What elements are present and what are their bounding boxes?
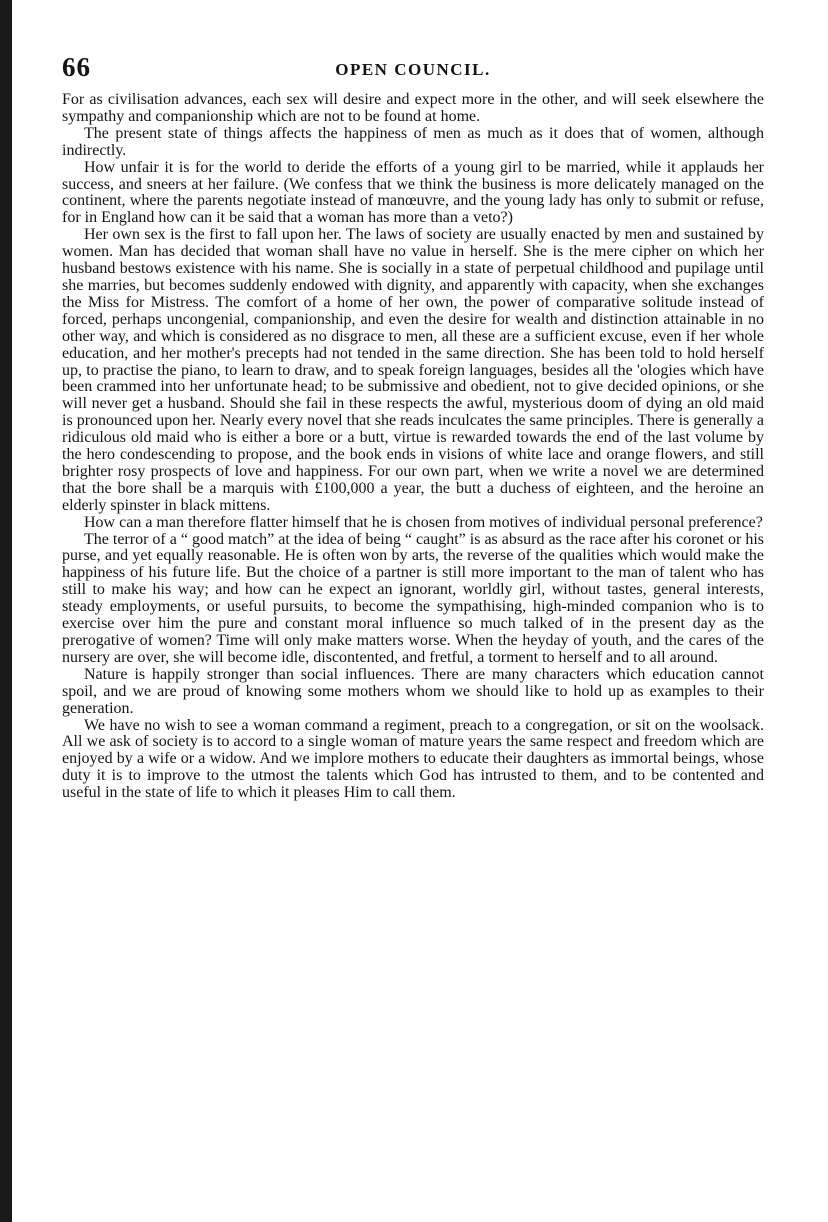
paragraph-terror-good-match: The terror of a “ good match” at the idea of being “ caught” is as absurd as the race after his coronet or his purse, and yet equally reasonable. He is often won by arts, the reverse of the qualities which would make the happiness of his future life. But the choice of a partner is still more important to the man of talent who has still to make his way; and how can he expect an ignorant, worldly girl, without tastes, general interests, steady employments, or useful pursuits, to become the sympathising, high-minded companion who is to exercise over him the pure and constant moral influence so much talked of in the present day as the prerogative of women? Time will only make matters worse. When the heyday of youth, and the cares of the nursery are over, she will become idle, discontented, and fretful, a torment to herself and to all around. xyxy=(62,530,764,666)
page xyxy=(62,52,764,802)
book-spine-edge xyxy=(0,0,12,1222)
paragraph-nature: Nature is happily stronger than social influences. There are many characters which education cannot spoil, and we are proud of knowing some mothers whom we should like to hold up as examples to their generation. xyxy=(62,665,764,717)
page-number: 66 xyxy=(62,52,91,82)
paragraph-how-unfair: How unfair it is for the world to deride the efforts of a young girl to be married, while it applauds her success, and sneers at her failure. (We confess that we think the business is more delicately managed on the continent, where the parents negotiate instead of manœuvre, and the young lady has only to submit or refuse, for in England how can it be said that a woman has more than a veto?) xyxy=(62,158,764,227)
article-body xyxy=(62,92,764,802)
running-title: OPEN COUNCIL. xyxy=(335,60,491,79)
paragraph-how-can-a-man: How can a man therefore flatter himself that he is chosen from motives of individual personal preference? xyxy=(84,513,763,531)
paragraph-civilisation: For as civilisation advances, each sex will desire and expect more in the other, and will seek elsewhere the sympathy and companionship which are not to be found at home. xyxy=(62,91,764,125)
paragraph-her-own-sex: Her own sex is the first to fall upon her. The laws of society are usually enacted by men and sustained by women. Man has decided that woman shall have no value in herself. She is the mere cipher on which her husband bestows existence with his name. She is socially in a state of perpetual childhood and pupilage until she marries, but becomes suddenly endowed with dignity, and apparently with capacity, when she exchanges the Miss for Mistress. The comfort of a home of her own, the power of comparative solitude instead of forced, perhaps uncongenial, companionship, and even the desire for wealth and distinction attainable in no other way, and which is considered as no disgrace to men, all these are a sufficient excuse, even if her whole education, and her mother's precepts had not tended in the same direction. She has been told to hold herself up, to practise the piano, to learn to draw, and to speak foreign languages, besides all the 'ologies which have been crammed into her unfortunate head; to be submissive and obedient, not to give decided opinions, or she will never get a husband. Should she fail in these respects the awful, mysterious doom of dying an old maid is pronounced upon her. Nearly every novel that she reads inculcates the same principles. There is generally a ridiculous old maid who is either a bore or a butt, virtue is rewarded towards the end of the last volume by the hero condescending to propose, and the book ends in visions of white lace and orange flowers, and still brighter rosy prospects of love and happiness. For our own part, when we write a novel we are determined that the bore shall be a marquis with £100,000 a year, the butt a duchess of eighteen, and the heroine an elderly spinster in black mittens. xyxy=(62,226,764,514)
running-head xyxy=(62,52,764,92)
paragraph-no-wish: We have no wish to see a woman command a regiment, preach to a congregation, or sit on the woolsack. All we ask of society is to accord to a single woman of mature years the same respect and freedom which are enjoyed by a wife or a widow. And we implore mothers to educate their daughters as immortal beings, whose duty it is to improve to the utmost the talents which God has intrusted to them, and to be contented and useful in the state of life to which it pleases Him to call them. xyxy=(62,716,764,802)
paragraph-present-state: The present state of things affects the happiness of men as much as it does that of women, although indirectly. xyxy=(62,124,764,159)
